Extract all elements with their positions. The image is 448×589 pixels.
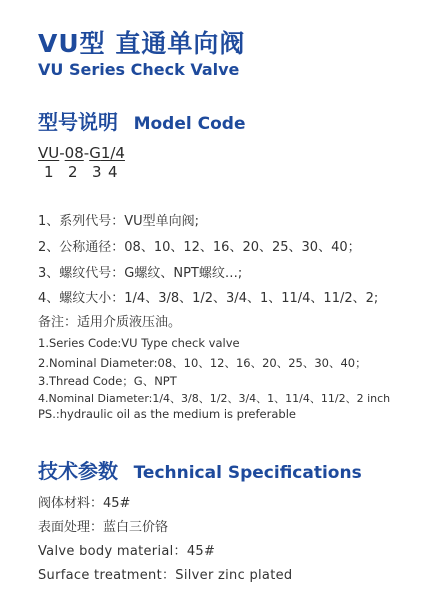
page-title-cn: VU型 直通单向阀	[38, 29, 246, 58]
list-item-en: 2.Nominal Diameter:08、10、12、16、20、25、30、40；	[38, 356, 367, 370]
tech-specs-heading-cn: 技术参数	[38, 459, 118, 483]
model-code-heading-en: Model Code	[133, 114, 246, 134]
code-segment-thread: G	[89, 144, 101, 162]
list-item-cn: 3、螺纹代号：G螺纹、NPT螺纹…;	[38, 266, 243, 281]
code-segment-diameter: 08	[64, 144, 84, 162]
tech-specs-heading	[38, 455, 362, 484]
list-item-cn: 2、公称通径：08、10、12、16、20、25、30、40；	[38, 240, 361, 255]
code-separator: -	[59, 144, 65, 162]
code-separator: -	[83, 144, 90, 162]
list-item-cn-note: 备注：适用介质液压油。	[38, 315, 182, 330]
list-item-cn: 4、螺纹大小：1/4、3/8、1/2、3/4、1、11/4、11/2、2;	[38, 291, 379, 306]
page-title-en: VU Series Check Valve	[38, 60, 240, 79]
code-segment-series: VU	[38, 144, 60, 162]
code-segment-size: 1/4	[100, 144, 125, 162]
spec-line: Surface treatment：Silver zinc plated	[38, 568, 293, 583]
list-item-en: 1.Series Code:VU Type check valve	[38, 336, 240, 350]
code-index: 4	[108, 163, 118, 181]
list-item-en: 3.Thread Code；G、NPT	[38, 374, 177, 388]
list-item-en-note: PS.:hydraulic oil as the medium is preferable	[38, 407, 296, 421]
model-code-string	[38, 144, 125, 162]
code-index: 3	[92, 163, 102, 181]
code-index: 1	[44, 163, 54, 181]
model-code-heading	[38, 106, 245, 135]
tech-specs-heading-en: Technical Specifications	[133, 463, 362, 483]
model-code-heading-cn: 型号说明	[38, 110, 118, 134]
spec-line: 阀体材料：45#	[38, 496, 131, 511]
spec-line: Valve body material：45#	[38, 544, 216, 559]
code-index: 2	[68, 163, 78, 181]
list-item-en: 4.Nominal Diameter:1/4、3/8、1/2、3/4、1、11/4、11/2、2 inch	[38, 392, 391, 405]
list-item-cn: 1、系列代号：VU型单向阀;	[38, 214, 200, 229]
spec-line: 表面处理：蓝白三价铬	[38, 520, 169, 535]
